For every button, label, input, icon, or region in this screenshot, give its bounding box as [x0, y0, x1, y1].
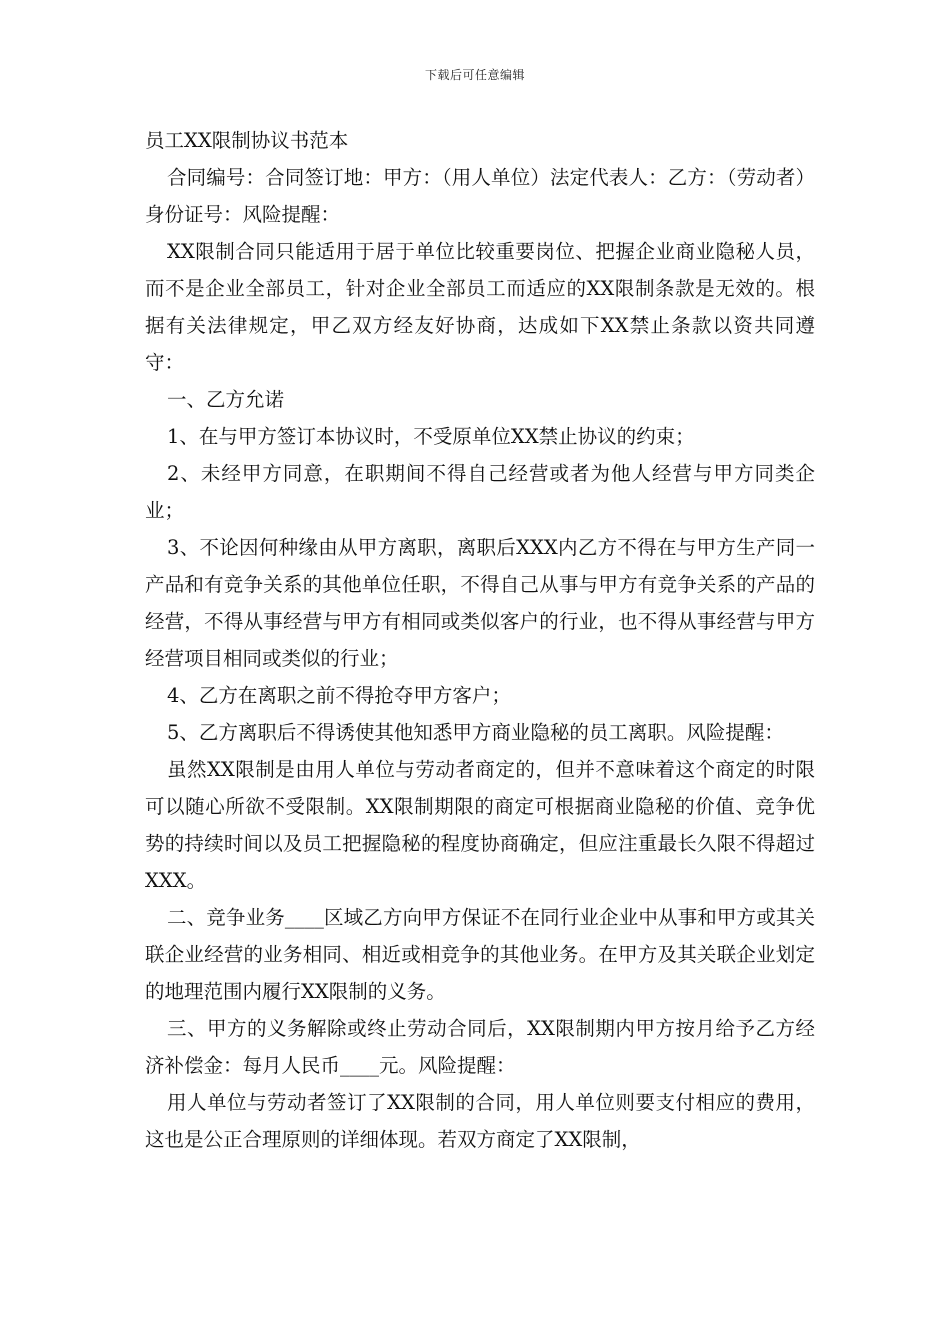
document-title: 员工XX限制协议书范本	[145, 129, 349, 152]
paragraph-scope-reminder: XX限制合同只能适用于居于单位比较重要岗位、把握企业商业隐秘人员，而不是企业全部员工，针对企业全部员工而适应的XX限制条款是无效的。根据有关法律规定，甲乙双方经友好协商，达成如下XX禁止条款以资共同遵守：	[145, 240, 815, 374]
paragraph-item-2: 2、未经甲方同意，在职期间不得自己经营或者为他人经营与甲方同类企业；	[145, 462, 815, 522]
section-heading-party-b-promise: 一、乙方允诺	[167, 388, 285, 411]
paragraph-item-4: 4、乙方在离职之前不得抢夺甲方客户；	[167, 684, 511, 707]
document-body	[145, 122, 815, 1158]
paragraph-term-reminder: 虽然XX限制是由用人单位与劳动者商定的，但并不意味着这个商定的时限可以随心所欲不受限制。XX限制期限的商定可根据商业隐秘的价值、竞争优势的持续时间以及员工把握隐秘的程度协商确定，但应注重最长久限不得超过XXX。	[145, 758, 815, 892]
paragraph-item-1: 1、在与甲方签订本协议时，不受原单位XX禁止协议的约束；	[167, 425, 695, 448]
section-party-a-obligation: 三、甲方的义务解除或终止劳动合同后，XX限制期内甲方按月给予乙方经济补偿金：每月人民币____元。风险提醒：	[145, 1017, 815, 1077]
paragraph-contract-info: 合同编号：合同签订地：甲方：（用人单位）法定代表人：乙方：（劳动者）身份证号：风险提醒：	[145, 166, 815, 226]
paragraph-item-5: 5、乙方离职后不得诱使其他知悉甲方商业隐秘的员工离职。风险提醒：	[167, 721, 784, 744]
paragraph-compensation-reminder: 用人单位与劳动者签订了XX限制的合同，用人单位则要支付相应的费用，这也是公正合理原则的详细体现。若双方商定了XX限制，	[145, 1091, 815, 1151]
page-header: 下载后可任意编辑	[424, 68, 525, 82]
section-competing-business: 二、竞争业务____区域乙方向甲方保证不在同行业企业中从事和甲方或其关联企业经营的业务相同、相近或相竞争的其他业务。在甲方及其关联企业划定的地理范围内履行XX限制的义务。	[145, 906, 815, 1003]
paragraph-item-3: 3、不论因何种缘由从甲方离职，离职后XXX内乙方不得在与甲方生产同一产品和有竞争关系的其他单位任职，不得自己从事与甲方有竞争关系的产品的经营，不得从事经营与甲方有相同或类似客户的行业，也不得从事经营与甲方经营项目相同或类似的行业；	[145, 536, 815, 670]
